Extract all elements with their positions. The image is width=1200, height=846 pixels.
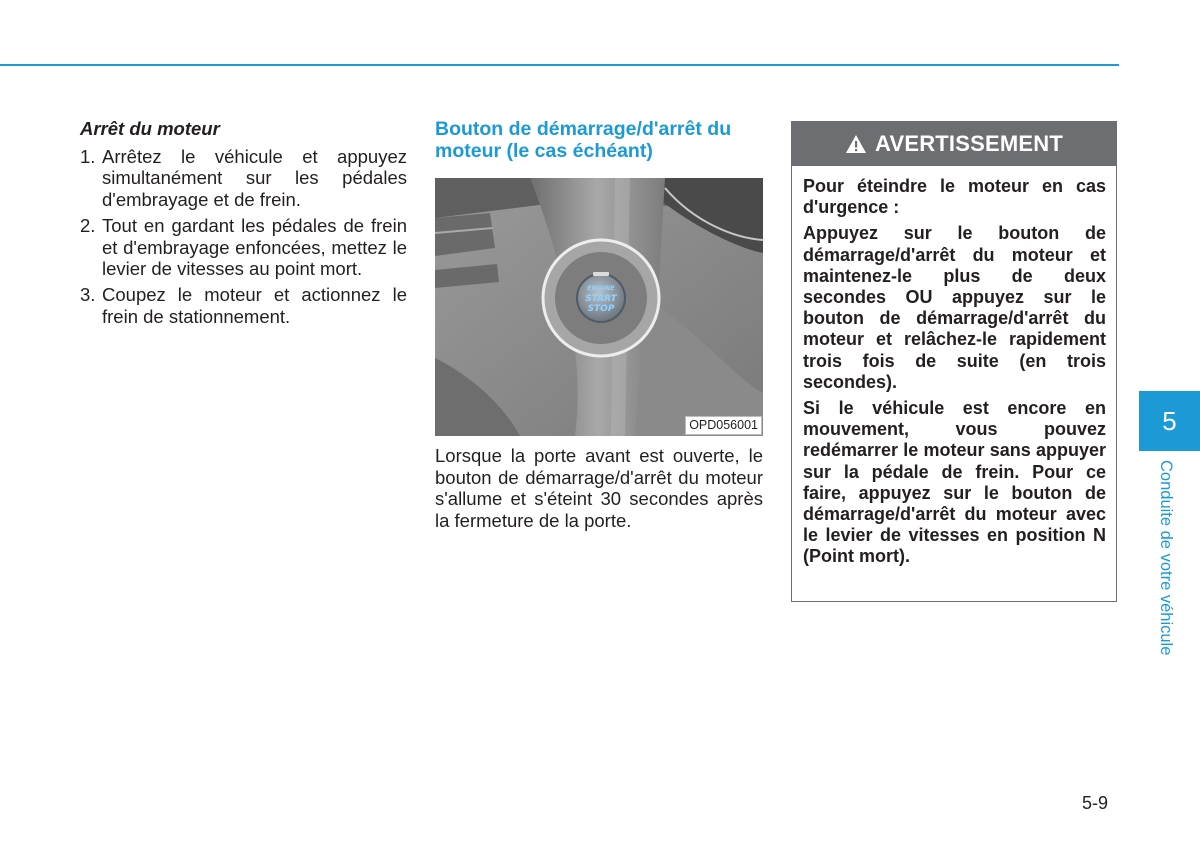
top-rule <box>0 64 1119 66</box>
button-label-engine: ENGINE <box>587 284 615 292</box>
warning-box <box>791 121 1117 602</box>
dashboard-illustration <box>435 178 763 436</box>
button-label-start: START <box>585 294 617 304</box>
step-number: 3. <box>80 284 96 306</box>
page-number: 5-9 <box>1082 793 1109 813</box>
chapter-label: Conduite de votre véhicule <box>1157 460 1175 656</box>
section-heading-start-stop-button: Bouton de démarrage/d'arrêt du moteur (le cas échéant) <box>435 118 732 162</box>
left-column <box>80 118 407 332</box>
warning-title: AVERTISSEMENT <box>875 131 1063 156</box>
list-item <box>80 215 407 279</box>
chapter-tab: 5 <box>1139 391 1200 451</box>
button-label-stop: STOP <box>587 304 615 314</box>
warning-body <box>792 166 1116 568</box>
warning-paragraph: Pour éteindre le moteur en cas d'urgence : <box>803 176 1106 218</box>
middle-column <box>435 118 763 531</box>
start-stop-paragraph: Lorsque la porte avant est ouverte, le bouton de démarrage/d'arrêt du moteur s'allume et s'éteint 30 secondes après la fermeture de la porte. <box>435 445 763 531</box>
step-text: Coupez le moteur et actionnez le frein de stationnement. <box>102 284 407 327</box>
list-item <box>80 146 407 210</box>
step-number: 1. <box>80 146 96 167</box>
warning-paragraph: Appuyez sur le bouton de démarrage/d'arrêt du moteur et maintenez-le plus de deux secondes OU appuyez sur le bouton de démarrage/d'arrêt du moteur et relâchez-le rapidement trois fois de suite (en trois secondes). <box>803 223 1106 392</box>
figure-code: OPD056001 <box>685 416 762 435</box>
step-text: Tout en gardant les pédales de frein et d'embrayage enfoncées, mettez le levier de vitesses au point mort. <box>102 215 407 280</box>
section-heading-engine-stop: Arrêt du moteur <box>80 118 220 139</box>
list-item <box>80 284 407 327</box>
warning-triangle-icon <box>845 134 867 154</box>
steps-list <box>80 146 407 327</box>
warning-header <box>792 122 1116 166</box>
start-stop-button-figure <box>435 178 763 436</box>
warning-paragraph: Si le véhicule est encore en mouvement, vous pouvez redémarrer le moteur sans appuyer sur la pédale de frein. Pour ce faire, appuyez sur le bouton de démarrage/d'arrêt du moteur avec le levier de vitesses en position N (Point mort). <box>803 398 1106 567</box>
step-text: Arrêtez le véhicule et appuyez simultanément sur les pédales d'embrayage et de frein. <box>102 146 407 210</box>
step-number: 2. <box>80 215 96 237</box>
